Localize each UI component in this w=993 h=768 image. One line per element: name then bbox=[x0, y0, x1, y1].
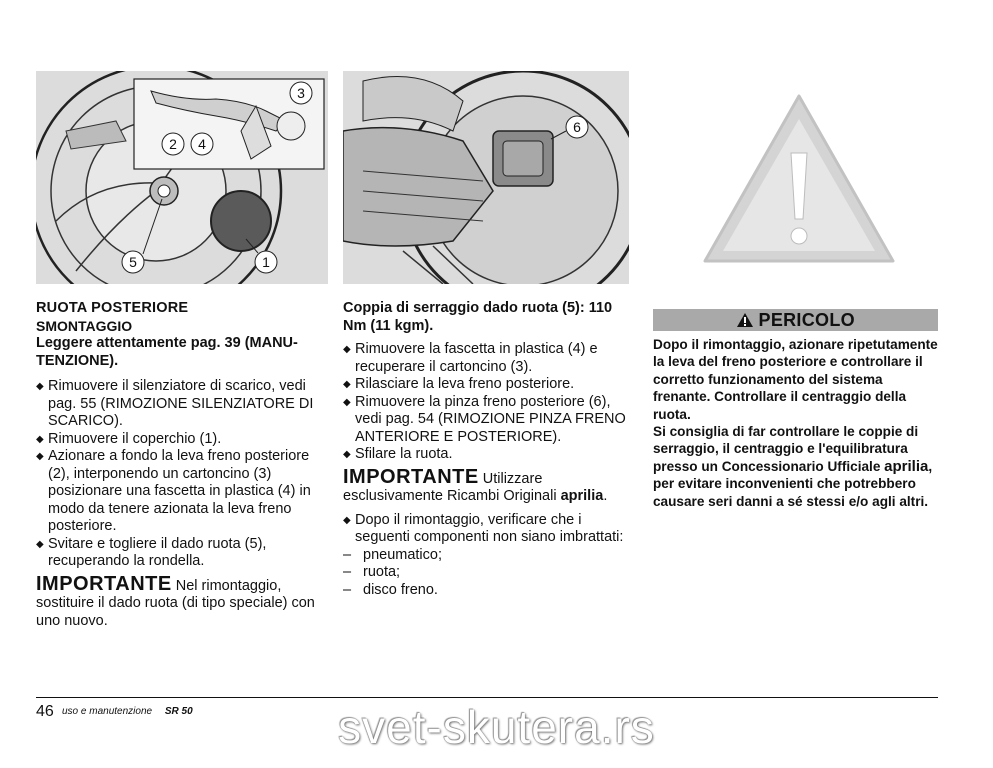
check-item: – ruota; bbox=[343, 564, 631, 582]
brake-caliper-illustration bbox=[343, 71, 629, 284]
important-text-end: . bbox=[603, 488, 608, 504]
page-number: 46 bbox=[36, 703, 54, 720]
step-item: ◆ Dopo il rimontaggio, verificare che i seguenti componenti non siano imbrattati: bbox=[343, 512, 631, 547]
check-item: – pneumatico; bbox=[343, 547, 631, 565]
danger-header bbox=[653, 309, 938, 331]
important-note bbox=[343, 465, 631, 506]
danger-label: PERICOLO bbox=[758, 310, 855, 330]
important-label: IMPORTANTE bbox=[36, 572, 172, 595]
lead-instruction: Leggere attentamente pag. 39 (MANU-TENZIONE). bbox=[36, 335, 298, 369]
step-item: ◆ Rimuovere il silenziatore di scarico, vedi pag. 55 (RIMOZIONE SILENZIATORE DI SCARICO). bbox=[36, 378, 324, 431]
figure-brake-caliper bbox=[343, 71, 629, 284]
callout-6 bbox=[566, 116, 588, 138]
danger-text bbox=[653, 336, 938, 510]
step-item: ◆ Rimuovere il coperchio (1). bbox=[36, 431, 324, 449]
step-item: ◆ Svitare e togliere il dado ruota (5), recuperando la rondella. bbox=[36, 536, 324, 571]
danger-paragraph bbox=[653, 423, 938, 510]
torque-spec: Coppia di serraggio dado ruota (5): 110 Nm (11 kgm). bbox=[343, 300, 613, 334]
removal-steps bbox=[36, 378, 324, 571]
check-steps bbox=[343, 512, 631, 547]
danger-text-part: Si consiglia di far controllare le coppie di serraggio, il centraggio e l'equilibratura presso un Concessionario Ufficiale bbox=[653, 424, 919, 474]
callout-1 bbox=[255, 251, 277, 273]
reassembly-steps bbox=[343, 341, 631, 464]
footer-rule bbox=[36, 697, 938, 698]
step-item: ◆ Rimuovere la fascetta in plastica (4) e recuperare il cartoncino (3). bbox=[343, 341, 631, 376]
check-list bbox=[343, 547, 631, 600]
important-text: Nel rimontaggio, sostituire il dado ruota (di tipo speciale) con uno nuovo. bbox=[36, 577, 315, 629]
svg-text:1: 1 bbox=[262, 254, 270, 270]
watermark: svet-skutera.rs bbox=[338, 701, 655, 753]
step-item: ◆ Rimuovere la pinza freno posteriore (6), vedi pag. 54 (RIMOZIONE PINZA FRENO ANTERIORE E POSTERIORE). bbox=[343, 394, 631, 447]
step-item: ◆ Sfilare la ruota. bbox=[343, 446, 631, 464]
manual-title: uso e manutenzione bbox=[62, 706, 153, 717]
important-note bbox=[36, 572, 324, 631]
svg-text:3: 3 bbox=[297, 85, 305, 101]
callout-2 bbox=[162, 133, 184, 155]
check-item: – disco freno. bbox=[343, 582, 631, 600]
svg-text:4: 4 bbox=[198, 136, 206, 152]
svg-text:6: 6 bbox=[573, 119, 581, 135]
warning-triangle-icon bbox=[653, 71, 938, 284]
callout-5 bbox=[122, 251, 144, 273]
middle-column bbox=[343, 300, 631, 599]
brand-name: aprilia bbox=[560, 488, 604, 504]
section-title: RUOTA POSTERIORE bbox=[36, 300, 189, 316]
svg-text:2: 2 bbox=[169, 136, 177, 152]
callout-3 bbox=[290, 82, 312, 104]
callout-4 bbox=[191, 133, 213, 155]
step-item: ◆ Azionare a fondo la leva freno posteriore (2), interponendo un cartoncino (3) posizionare una fascetta in plastica (4) in modo da tenere azionata la leva freno posteriore. bbox=[36, 448, 324, 536]
left-column bbox=[36, 300, 324, 630]
important-text: Utilizzare esclusivamente Ricambi Originali bbox=[343, 470, 557, 504]
important-label: IMPORTANTE bbox=[343, 465, 479, 488]
rear-wheel-illustration bbox=[36, 71, 328, 284]
danger-paragraph: Dopo il rimontaggio, azionare ripetutamente la leva del freno posteriore e controllare il corretto funzionamento del sistema frenante. Controllare il centraggio della ruota. bbox=[653, 337, 938, 422]
figure-warning-sign bbox=[653, 71, 938, 284]
step-item: ◆ Rilasciare la leva freno posteriore. bbox=[343, 376, 631, 394]
danger-text-part: , per evitare inconvenienti che potrebbero causare seri danni a sé stessi e/o agli altri. bbox=[653, 458, 933, 509]
svg-text:5: 5 bbox=[129, 254, 137, 270]
brand-name: aprilia bbox=[884, 457, 929, 475]
warning-icon bbox=[736, 312, 754, 328]
figure-rear-wheel bbox=[36, 71, 328, 284]
model-name: SR 50 bbox=[164, 706, 193, 717]
subsection-title: SMONTAGGIO bbox=[36, 317, 133, 334]
